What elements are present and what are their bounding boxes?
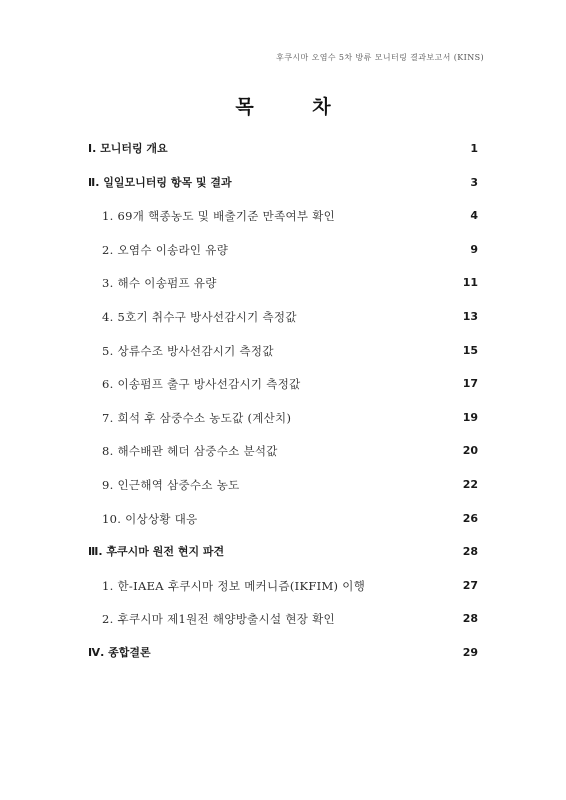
toc-entry-label: 1. 69개 핵종농도 및 배출기준 만족여부 확인 bbox=[102, 209, 336, 224]
toc-entry-label: 4. 5호기 취수구 방사선감시기 측정값 bbox=[102, 309, 297, 324]
toc-entry-sub[interactable] bbox=[88, 305, 478, 339]
running-header: 후쿠시마 오염수 5차 방류 모니터링 결과보고서 (KINS) bbox=[276, 53, 484, 62]
toc-entry-label: 2. 후쿠시마 제1원전 해양방출시설 현장 확인 bbox=[102, 612, 335, 627]
toc-entry-page: 17 bbox=[462, 377, 478, 391]
toc-entry-page: 1 bbox=[470, 142, 478, 155]
toc-entry-section-2[interactable] bbox=[88, 171, 478, 205]
toc-entry-label: 8. 해수배관 헤더 삼중수소 분석값 bbox=[102, 444, 278, 459]
toc-entry-section-4[interactable] bbox=[88, 641, 478, 675]
toc-entry-sub[interactable] bbox=[88, 406, 478, 440]
toc-entry-page: 4 bbox=[470, 209, 478, 223]
toc-entry-page: 3 bbox=[470, 175, 478, 189]
toc-entry-label: Ⅱ. 일일모니터링 항목 및 결과 bbox=[88, 175, 232, 189]
toc-entry-page: 19 bbox=[462, 410, 478, 424]
toc-entry-sub[interactable] bbox=[88, 507, 478, 541]
toc-entry-sub[interactable] bbox=[88, 473, 478, 507]
toc-entry-label: Ⅳ. 종합결론 bbox=[88, 645, 151, 659]
toc-entry-section-3[interactable] bbox=[88, 540, 478, 574]
toc-entry-label: 10. 이상상황 대응 bbox=[102, 511, 198, 526]
toc-entry-label: 5. 상류수조 방사선감시기 측정값 bbox=[102, 343, 274, 358]
toc-entry-sub[interactable] bbox=[88, 238, 478, 272]
toc-entry-page: 13 bbox=[462, 309, 478, 323]
toc-entry-sub[interactable] bbox=[88, 439, 478, 473]
toc-entry-label: Ⅲ. 후쿠시마 원전 현지 파견 bbox=[88, 545, 225, 559]
toc-entry-page: 27 bbox=[462, 578, 478, 592]
toc-entry-page: 28 bbox=[462, 545, 478, 559]
toc-entry-label: 9. 인근해역 삼중수소 농도 bbox=[102, 477, 240, 492]
toc-entry-label: 1. 한-IAEA 후쿠시마 정보 메커니즘(IKFIM) 이행 bbox=[102, 578, 366, 593]
toc-entry-page: 9 bbox=[470, 242, 478, 256]
toc-entry-page: 22 bbox=[462, 477, 478, 491]
toc-entry-page: 29 bbox=[462, 645, 478, 659]
toc-entry-page: 11 bbox=[462, 276, 478, 290]
toc-entry-section-1[interactable] bbox=[88, 137, 478, 171]
toc-entry-page: 26 bbox=[462, 511, 478, 525]
toc-entry-sub[interactable] bbox=[88, 372, 478, 406]
toc-entry-page: 28 bbox=[462, 612, 478, 626]
toc-entry-label: 3. 해수 이송펌프 유량 bbox=[102, 276, 217, 291]
toc-entry-sub[interactable] bbox=[88, 574, 478, 608]
toc-entry-sub[interactable] bbox=[88, 339, 478, 373]
page-title: 목 차 bbox=[235, 96, 357, 118]
table-of-contents bbox=[88, 137, 478, 675]
toc-entry-sub[interactable] bbox=[88, 607, 478, 641]
toc-entry-page: 20 bbox=[462, 444, 478, 458]
toc-entry-label: Ⅰ. 모니터링 개요 bbox=[88, 142, 168, 155]
toc-entry-label: 7. 희석 후 삼중수소 농도값 (계산치) bbox=[102, 410, 292, 425]
toc-entry-label: 6. 이송펌프 출구 방사선감시기 측정값 bbox=[102, 377, 301, 392]
toc-entry-sub[interactable] bbox=[88, 271, 478, 305]
toc-entry-sub[interactable] bbox=[88, 204, 478, 238]
toc-entry-page: 15 bbox=[462, 343, 478, 357]
toc-entry-label: 2. 오염수 이송라인 유량 bbox=[102, 242, 229, 257]
